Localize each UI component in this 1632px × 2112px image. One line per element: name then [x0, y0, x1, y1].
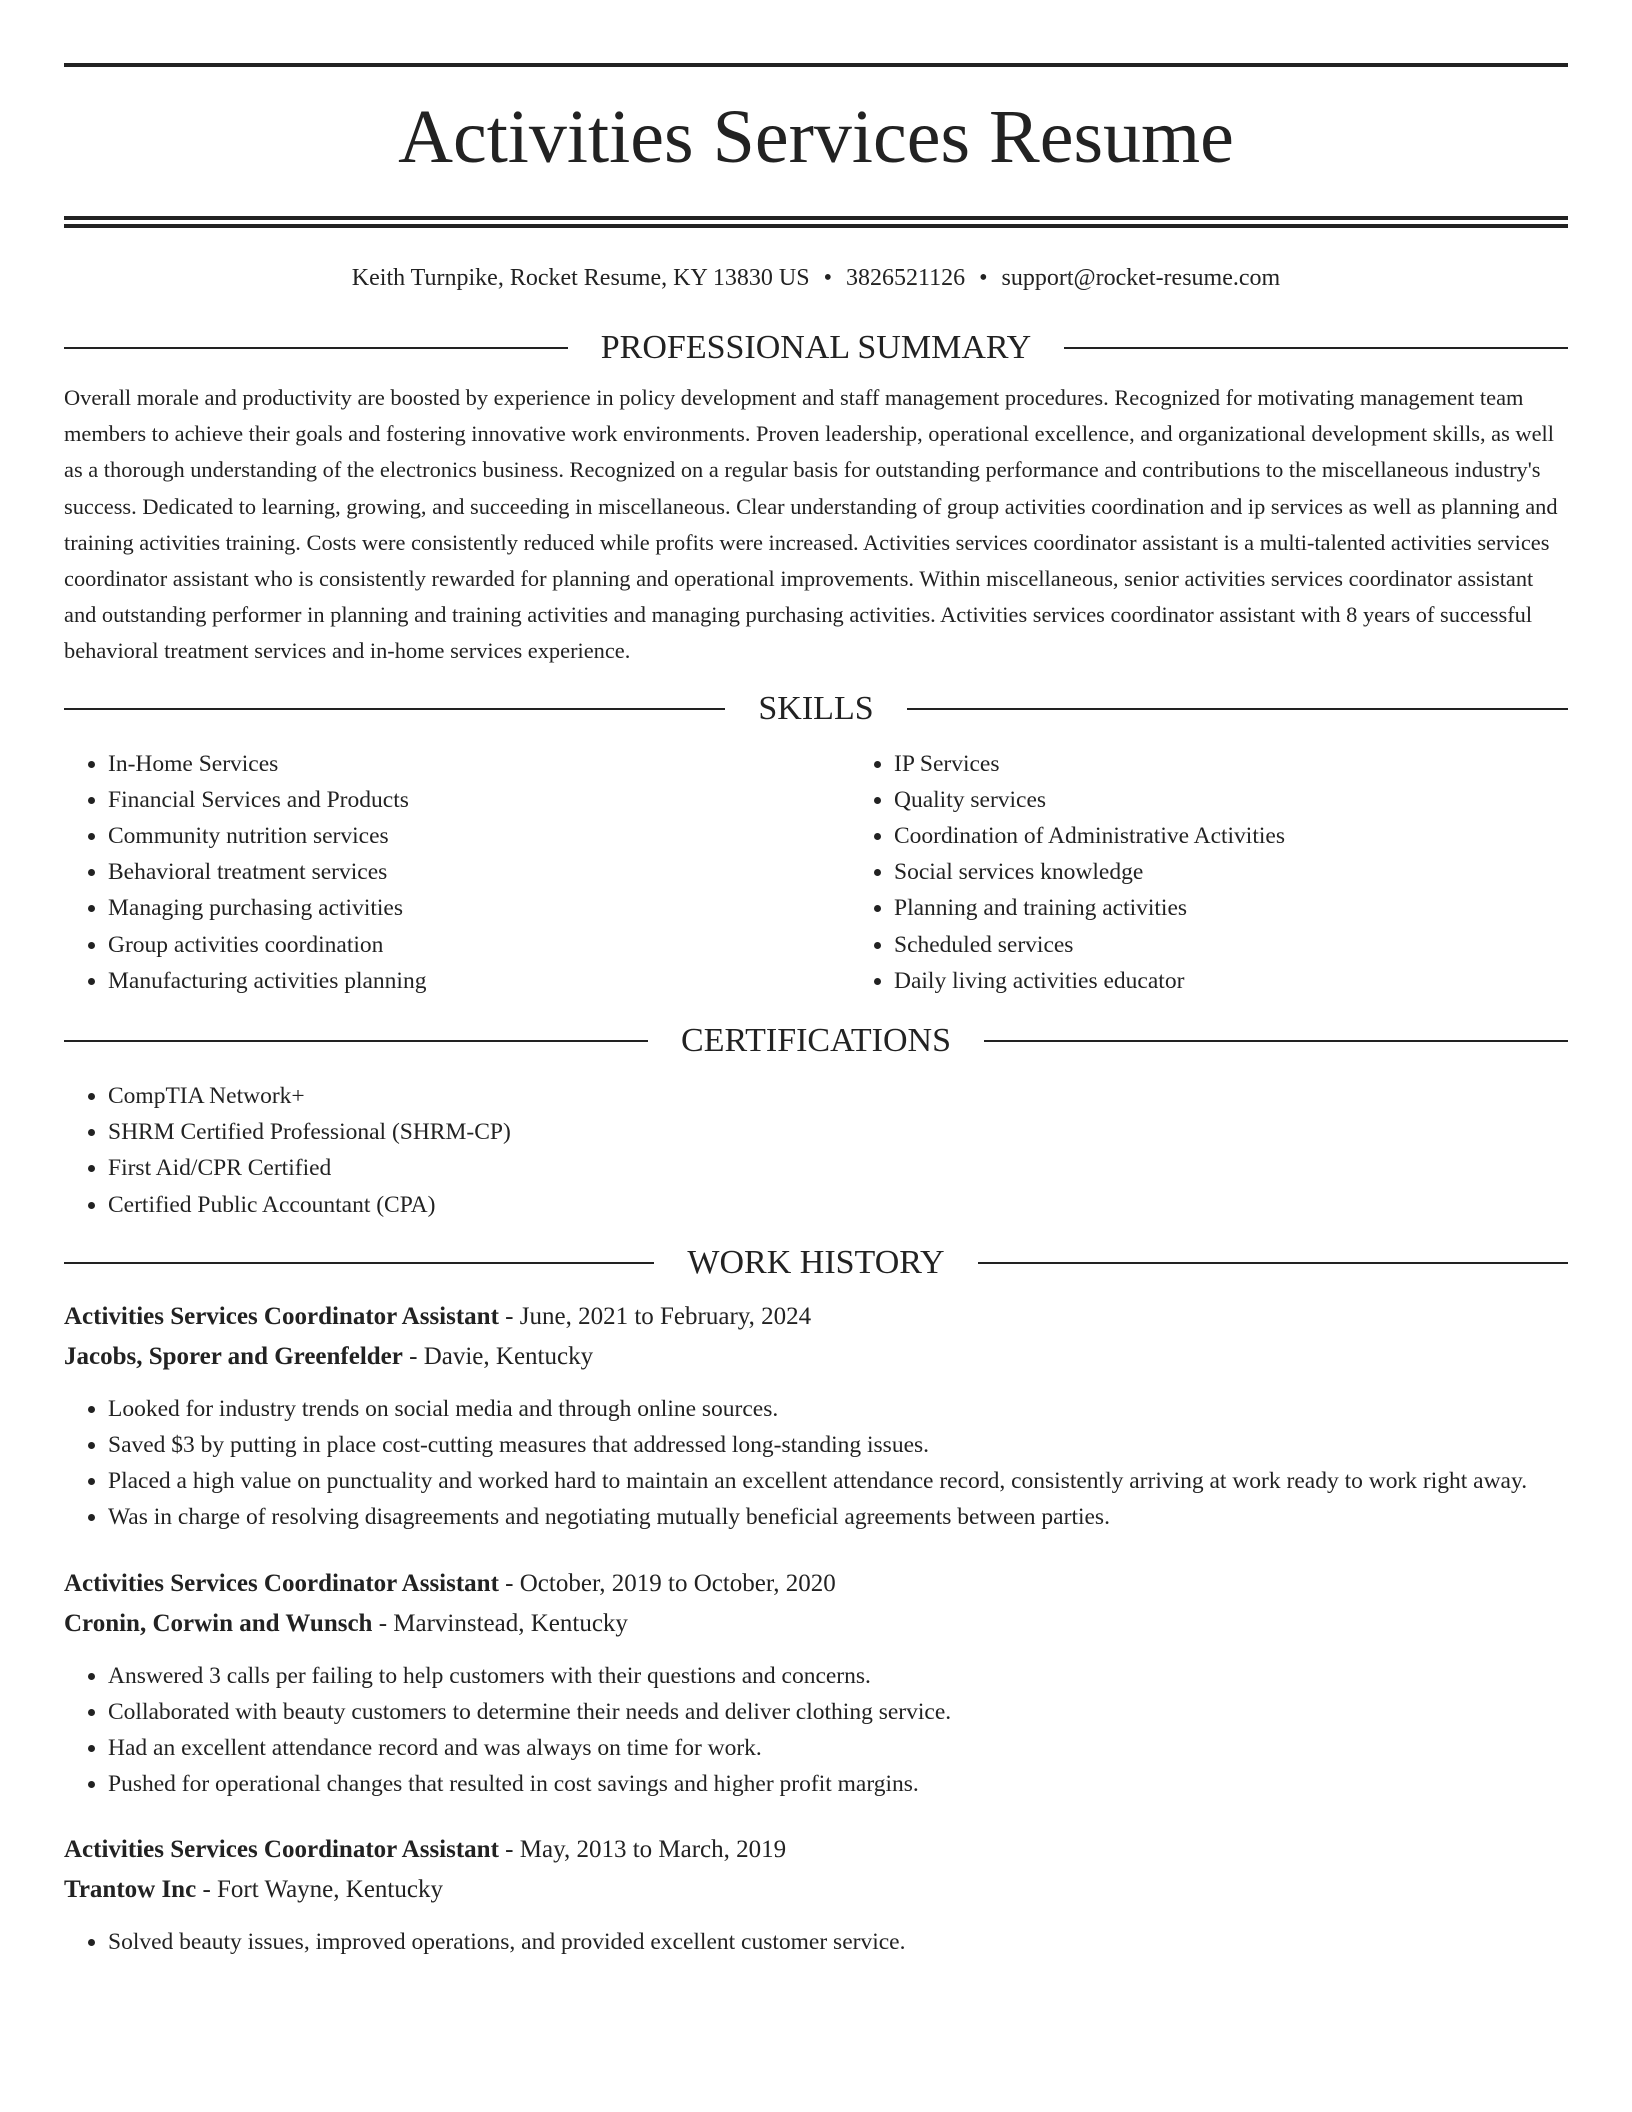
certification-item: • Certified Public Accountant (CPA): [108, 1187, 1568, 1223]
job-dates: - June, 2021 to February, 2024: [498, 1302, 812, 1330]
certifications-list: [64, 1078, 1568, 1223]
skill-item: • Manufacturing activities planning: [108, 963, 850, 999]
work-history-heading: [64, 1241, 1568, 1285]
contact-separator: •: [823, 265, 832, 291]
skills-list-left: [64, 746, 850, 999]
skill-item: • Scheduled services: [894, 927, 1568, 963]
contact-address: Keith Turnpike, Rocket Resume, KY 13830 US: [351, 265, 810, 291]
certification-item: • First Aid/CPR Certified: [108, 1150, 1568, 1186]
job-bullets: [64, 1924, 1568, 1960]
job-dates: - May, 2013 to March, 2019: [498, 1836, 787, 1864]
job-company: Cronin, Corwin and Wunsch: [64, 1609, 373, 1637]
skill-item: • Financial Services and Products: [108, 782, 850, 818]
skills-heading-text: SKILLS: [758, 689, 874, 727]
job-bullet: • Looked for industry trends on social media and through online sources.: [108, 1391, 1568, 1427]
skills-grid: [64, 746, 1568, 999]
title-top-rule: [64, 63, 1568, 67]
skill-item: • Planning and training activities: [894, 890, 1568, 926]
heading-rule-left: [64, 708, 725, 710]
job-bullet: • Had an excellent attendance record and was always on time for work.: [108, 1730, 1568, 1766]
skill-item: • Coordination of Administrative Activities: [894, 818, 1568, 854]
certification-item: • CompTIA Network+: [108, 1078, 1568, 1114]
job-title-line: [64, 1297, 1568, 1337]
summary-heading: [64, 326, 1568, 370]
job-company: Jacobs, Sporer and Greenfelder: [64, 1342, 403, 1370]
resume-title: Activities Services Resume: [398, 95, 1234, 179]
job-entry: [64, 1830, 1568, 1960]
skills-list-right: [850, 746, 1568, 999]
job-bullet: • Solved beauty issues, improved operations, and provided excellent customer service.: [108, 1924, 1568, 1960]
job-title-line: [64, 1564, 1568, 1604]
job-company-line: [64, 1870, 1568, 1910]
job-company-line: [64, 1337, 1568, 1377]
job-title: Activities Services Coordinator Assistant: [64, 1302, 499, 1330]
contact-phone: 3826521126: [845, 265, 966, 291]
skill-item: • In-Home Services: [108, 746, 850, 782]
job-bullets: [64, 1391, 1568, 1536]
job-location: - Marvinstead, Kentucky: [372, 1609, 628, 1637]
heading-rule-left: [64, 1040, 648, 1042]
skills-heading: [64, 687, 1568, 731]
job-bullet: • Placed a high value on punctuality and worked hard to maintain an excellent attendance record, consistently arriving at work ready to work right away.: [108, 1463, 1568, 1499]
job-bullet: • Answered 3 calls per failing to help customers with their questions and concerns.: [108, 1658, 1568, 1694]
job-title: Activities Services Coordinator Assistant: [64, 1569, 499, 1597]
job-bullet: • Pushed for operational changes that resulted in cost savings and higher profit margins.: [108, 1766, 1568, 1802]
skill-item: • Quality services: [894, 782, 1568, 818]
job-bullet: • Saved $3 by putting in place cost-cutting measures that addressed long-standing issues.: [108, 1427, 1568, 1463]
job-company: Trantow Inc: [64, 1876, 197, 1904]
heading-rule-right: [978, 1262, 1568, 1264]
work-history-heading-text: WORK HISTORY: [687, 1243, 945, 1281]
job-bullets: [64, 1658, 1568, 1803]
summary-paragraph: Overall morale and productivity are boosted by experience in policy development and staff management procedures. Recognized for motivating management team members to achieve their goals and fostering innovative work environments. Proven leadership, operational excellence, and organizational development skills, as well as a thorough understanding of the electronics business. Recognized on a regular basis for outstanding performance and contributions to the miscellaneous industry's success. Dedicated to learning, growing, and succeeding in miscellaneous. Clear understanding of group activities coordination and ip services as well as planning and training activities training. Costs were consistently reduced while profits were increased. Activities services coordinator assistant is a multi-talented activities services coordinator assistant who is consistently rewarded for planning and operational improvements. Within miscellaneous, senior activities services coordinator assistant and outstanding performer in planning and training activities and managing purchasing activities. Activities services coordinator assistant with 8 years of successful behavioral treatment services and in-home services experience.: [64, 385, 1558, 664]
heading-rule-left: [64, 1262, 654, 1264]
certification-item: • SHRM Certified Professional (SHRM-CP): [108, 1114, 1568, 1150]
job-bullet: • Collaborated with beauty customers to determine their needs and deliver clothing service.: [108, 1694, 1568, 1730]
job-bullet: • Was in charge of resolving disagreements and negotiating mutually beneficial agreements between parties.: [108, 1499, 1568, 1535]
certifications-heading-text: CERTIFICATIONS: [681, 1022, 951, 1060]
heading-rule-left: [64, 347, 568, 349]
contact-email: support@rocket-resume.com: [1001, 265, 1281, 291]
skill-item: • Behavioral treatment services: [108, 854, 850, 890]
job-location: - Davie, Kentucky: [402, 1342, 594, 1370]
skill-item: • IP Services: [894, 746, 1568, 782]
heading-rule-right: [907, 708, 1568, 710]
contact-separator: •: [979, 265, 988, 291]
skill-item: • Social services knowledge: [894, 854, 1568, 890]
job-title: Activities Services Coordinator Assistant: [64, 1836, 499, 1864]
title-double-rule: [64, 216, 1568, 228]
job-company-line: [64, 1604, 1568, 1644]
job-title-line: [64, 1830, 1568, 1870]
heading-rule-right: [1064, 347, 1568, 349]
job-dates: - October, 2019 to October, 2020: [498, 1569, 836, 1597]
contact-line: [64, 261, 1568, 295]
skill-item: • Daily living activities educator: [894, 963, 1568, 999]
skill-item: • Group activities coordination: [108, 927, 850, 963]
skill-item: • Managing purchasing activities: [108, 890, 850, 926]
job-location: - Fort Wayne, Kentucky: [196, 1876, 443, 1904]
summary-heading-text: PROFESSIONAL SUMMARY: [600, 329, 1032, 366]
heading-rule-right: [984, 1040, 1568, 1042]
certifications-heading: [64, 1019, 1568, 1063]
skill-item: • Community nutrition services: [108, 818, 850, 854]
job-entry: [64, 1297, 1568, 1536]
job-entry: [64, 1564, 1568, 1803]
